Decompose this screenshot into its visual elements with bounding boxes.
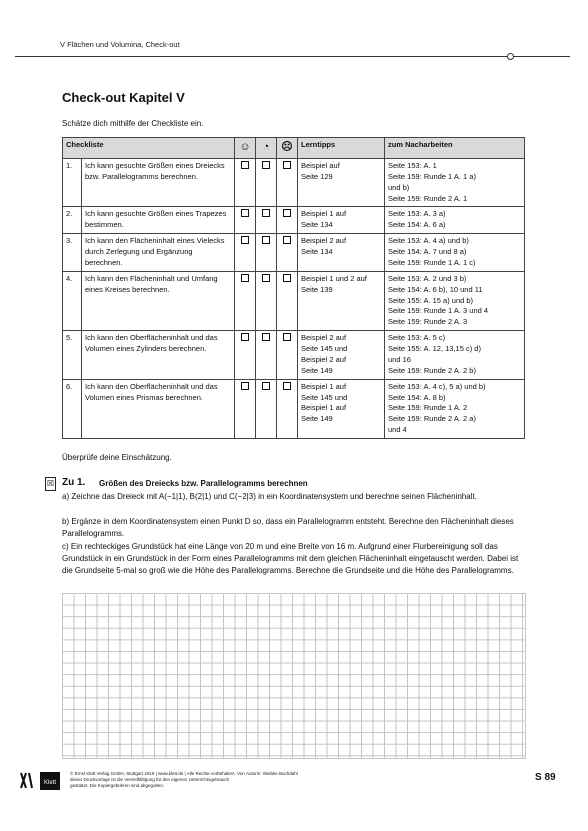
checkbox[interactable] xyxy=(283,274,291,282)
nacharbeiten-line: Seite 154: A. 6 b), 10 und 11 xyxy=(388,284,483,294)
checklist-item: Ich kann gesuchte Größen eines Dreiecks bzw. Parallelogramms berechnen. xyxy=(82,158,235,207)
self-assessment-cell xyxy=(277,158,298,207)
nacharbeiten-cell xyxy=(385,379,525,438)
task-b: b) Ergänze in dem Koordinatensystem einen Punkt D so, dass ein Parallelogramm entsteht. Berechne den Flächeninhalt dieses Parallelogramms. xyxy=(62,517,514,538)
header-checkliste: Checkliste xyxy=(63,138,235,159)
nacharbeiten-cell xyxy=(385,158,525,207)
row-number: 6. xyxy=(63,379,82,438)
nacharbeiten-line: Seite 159: Runde 2 A. 3 xyxy=(388,317,468,327)
nacharbeiten-cell xyxy=(385,234,525,272)
nacharbeiten-line: Seite 153: A. 3 a) xyxy=(388,209,446,219)
page-title: Check-out Kapitel V xyxy=(62,90,185,105)
self-assessment-cell xyxy=(235,234,256,272)
self-assessment-cell xyxy=(256,271,277,330)
header-lerntipps: Lerntipps xyxy=(298,138,385,159)
checklist-item: Ich kann den Oberflächeninhalt und das Volumen eines Prismas berechnen. xyxy=(82,379,235,438)
table-row xyxy=(63,207,525,234)
lerntipp-line: Beispiel 2 auf xyxy=(301,236,347,246)
nacharbeiten-cell xyxy=(385,207,525,234)
checkbox[interactable] xyxy=(262,236,270,244)
table-row xyxy=(63,331,525,380)
self-assessment-cell xyxy=(235,207,256,234)
row-number: 4. xyxy=(63,271,82,330)
table-row xyxy=(63,234,525,272)
checkbox[interactable] xyxy=(241,274,249,282)
task-c: c) Ein rechteckiges Grundstück hat eine Länge von 20 m und eine Breite von 16 m. Aufgrund einer Flurbereinigung soll das Grundstück in ein Grundstück in der Form eines Parallelogramms mit dem gleichen Flächeninhalt eingetauscht werden. Dabei ist die Grundseite 5-mal so groß wie die Höhe des Parallelogramms. Berechne die Grundseite und die Höhe des Parallelogramms. xyxy=(62,542,519,575)
lerntipp-cell xyxy=(298,271,385,330)
nacharbeiten-line: Seite 159: Runde 1 A. 1 a) xyxy=(388,171,476,181)
task-a: a) Zeichne das Dreieck mit A(−1|1), B(2|1) und C(−2|3) in ein Koordinatensystem und berechne seinen Flächeninhalt. xyxy=(62,492,477,501)
nacharbeiten-line: Seite 159: Runde 1 A. 3 und 4 xyxy=(388,306,489,316)
task-label: Zu 1. xyxy=(62,477,86,488)
task-icon: ☒ xyxy=(45,477,56,491)
nacharbeiten-line: und 4 xyxy=(388,425,407,435)
checklist-item: Ich kann gesuchte Größen eines Trapezes bestimmen. xyxy=(82,207,235,234)
row-number: 3. xyxy=(63,234,82,272)
lerntipp-cell xyxy=(298,379,385,438)
checklist-item: Ich kann den Oberflächeninhalt und das Volumen eines Zylinders berechnen. xyxy=(82,331,235,380)
table-row xyxy=(63,271,525,330)
checklist-item: Ich kann den Flächeninhalt eines Vielecks durch Zerlegung und Ergänzung berechnen. xyxy=(82,234,235,272)
checkbox[interactable] xyxy=(241,333,249,341)
nacharbeiten-line: Seite 153: A. 2 und 3 b) xyxy=(388,273,467,283)
nacharbeiten-line: Seite 159: Runde 2 A. 2 a) xyxy=(388,414,476,424)
happy-face-icon: ☺ xyxy=(235,138,256,159)
checkbox[interactable] xyxy=(262,209,270,217)
nacharbeiten-line: Seite 153: A. 1 xyxy=(388,160,437,170)
self-assessment-cell xyxy=(235,379,256,438)
lerntipp-line: Seite 134 xyxy=(301,220,333,230)
sad-face-icon: ☹ xyxy=(277,138,298,159)
lerntipp-line: Seite 129 xyxy=(301,171,333,181)
self-assessment-cell xyxy=(256,207,277,234)
nacharbeiten-line: Seite 159: Runde 1 A. 1 c) xyxy=(388,257,476,267)
header-rule xyxy=(15,56,570,57)
nacharbeiten-cell xyxy=(385,271,525,330)
nacharbeiten-line: Seite 154: A. 6 a) xyxy=(388,220,446,230)
task-title: Größen des Dreiecks bzw. Parallelogramms berechnen xyxy=(99,479,308,488)
lerntipp-cell xyxy=(298,158,385,207)
checklist-item: Ich kann den Flächeninhalt und Umfang eines Kreises berechnen. xyxy=(82,271,235,330)
lerntipp-line: Seite 149 xyxy=(301,365,333,375)
nacharbeiten-line: Seite 155: A. 12, 13,15 c) d) xyxy=(388,344,481,354)
table-row xyxy=(63,379,525,438)
self-assessment-cell xyxy=(235,271,256,330)
checkbox[interactable] xyxy=(283,209,291,217)
row-number: 2. xyxy=(63,207,82,234)
lerntipp-line: Seite 134 xyxy=(301,247,333,257)
lerntipp-line: Beispiel auf xyxy=(301,160,340,170)
checkbox[interactable] xyxy=(241,209,249,217)
lerntipp-line: Seite 149 xyxy=(301,414,333,424)
nacharbeiten-line: Seite 159: Runde 2 A. 1 xyxy=(388,193,468,203)
self-assessment-cell xyxy=(277,234,298,272)
nacharbeiten-line: und b) xyxy=(388,182,410,192)
lerntipp-cell xyxy=(298,331,385,380)
self-assessment-cell xyxy=(277,331,298,380)
checkbox[interactable] xyxy=(241,236,249,244)
checkbox[interactable] xyxy=(241,161,249,169)
lerntipp-line: Beispiel 1 auf xyxy=(301,403,347,413)
check-text: Überprüfe deine Einschätzung. xyxy=(62,453,172,462)
page-number: S 89 xyxy=(535,772,556,783)
checkbox[interactable] xyxy=(262,333,270,341)
nacharbeiten-cell xyxy=(385,331,525,380)
lerntipp-line: Beispiel 1 auf xyxy=(301,209,347,219)
neutral-face-icon: ◔ xyxy=(256,138,277,159)
lerntipp-line: Beispiel 2 auf xyxy=(301,354,347,364)
lerntipp-cell xyxy=(298,207,385,234)
checkbox[interactable] xyxy=(283,333,291,341)
nacharbeiten-line: und 16 xyxy=(388,354,411,364)
row-number: 5. xyxy=(63,331,82,380)
nacharbeiten-line: Seite 154: A. 7 und 8 a) xyxy=(388,247,467,257)
intro-text: Schätze dich mithilfe der Checkliste ein. xyxy=(62,119,204,128)
lerntipp-line: Seite 145 und xyxy=(301,392,348,402)
nacharbeiten-line: Seite 159: Runde 2 A. 2 b) xyxy=(388,365,476,375)
self-assessment-cell xyxy=(256,234,277,272)
header-nacharbeiten: zum Nacharbeiten xyxy=(385,138,525,159)
nacharbeiten-line: Seite 155: A. 15 a) und b) xyxy=(388,295,474,305)
checkbox[interactable] xyxy=(283,161,291,169)
checkbox[interactable] xyxy=(283,382,291,390)
lerntipp-line: Beispiel 2 auf xyxy=(301,333,347,343)
checkbox[interactable] xyxy=(283,236,291,244)
running-header: V Flächen und Volumina, Check-out xyxy=(60,40,180,49)
checklist-table xyxy=(62,137,525,439)
self-assessment-cell xyxy=(277,207,298,234)
nacharbeiten-line: Seite 153: A. 5 c) xyxy=(388,333,446,343)
logo-text: Klett xyxy=(43,780,57,786)
self-assessment-cell xyxy=(256,331,277,380)
self-assessment-cell xyxy=(235,158,256,207)
rule-end-dot xyxy=(507,53,514,60)
nacharbeiten-line: Seite 159: Runde 1 A. 2 xyxy=(388,403,468,413)
klett-logo xyxy=(18,770,62,792)
lerntipp-cell xyxy=(298,234,385,272)
nacharbeiten-line: Seite 153: A. 4 a) und b) xyxy=(388,236,469,246)
checkbox[interactable] xyxy=(262,382,270,390)
self-assessment-cell xyxy=(277,271,298,330)
author-text: Autorin: Wiebke Buchdahl xyxy=(246,771,298,776)
lerntipp-line: Beispiel 1 auf xyxy=(301,381,347,391)
self-assessment-cell xyxy=(235,331,256,380)
self-assessment-cell xyxy=(256,158,277,207)
lerntipp-line: Beispiel 1 und 2 auf xyxy=(301,273,367,283)
lerntipp-line: Seite 139 xyxy=(301,284,333,294)
checkbox[interactable] xyxy=(241,382,249,390)
nacharbeiten-line: Seite 154: A. 8 b) xyxy=(388,392,446,402)
nacharbeiten-line: Seite 153: A. 4 c), 5 a) und b) xyxy=(388,381,486,391)
copyright-text: © Ernst Klett Verlag GmbH, Stuttgart 2019 | www.klett.de | Alle Rechte vorbehalten. Von dieser Druckvorlage ist die Vervielfältigung für den eigenen Unterrichtsgebrauch gestattet. Die Kopiergebühren sind abgegolten. xyxy=(70,771,245,788)
checkbox[interactable] xyxy=(262,161,270,169)
checkbox[interactable] xyxy=(262,274,270,282)
row-number: 1. xyxy=(63,158,82,207)
self-assessment-cell xyxy=(256,379,277,438)
lerntipp-line: Seite 145 und xyxy=(301,344,348,354)
table-header-row xyxy=(63,138,525,159)
self-assessment-cell xyxy=(277,379,298,438)
grid-paper xyxy=(62,593,526,759)
table-row xyxy=(63,158,525,207)
